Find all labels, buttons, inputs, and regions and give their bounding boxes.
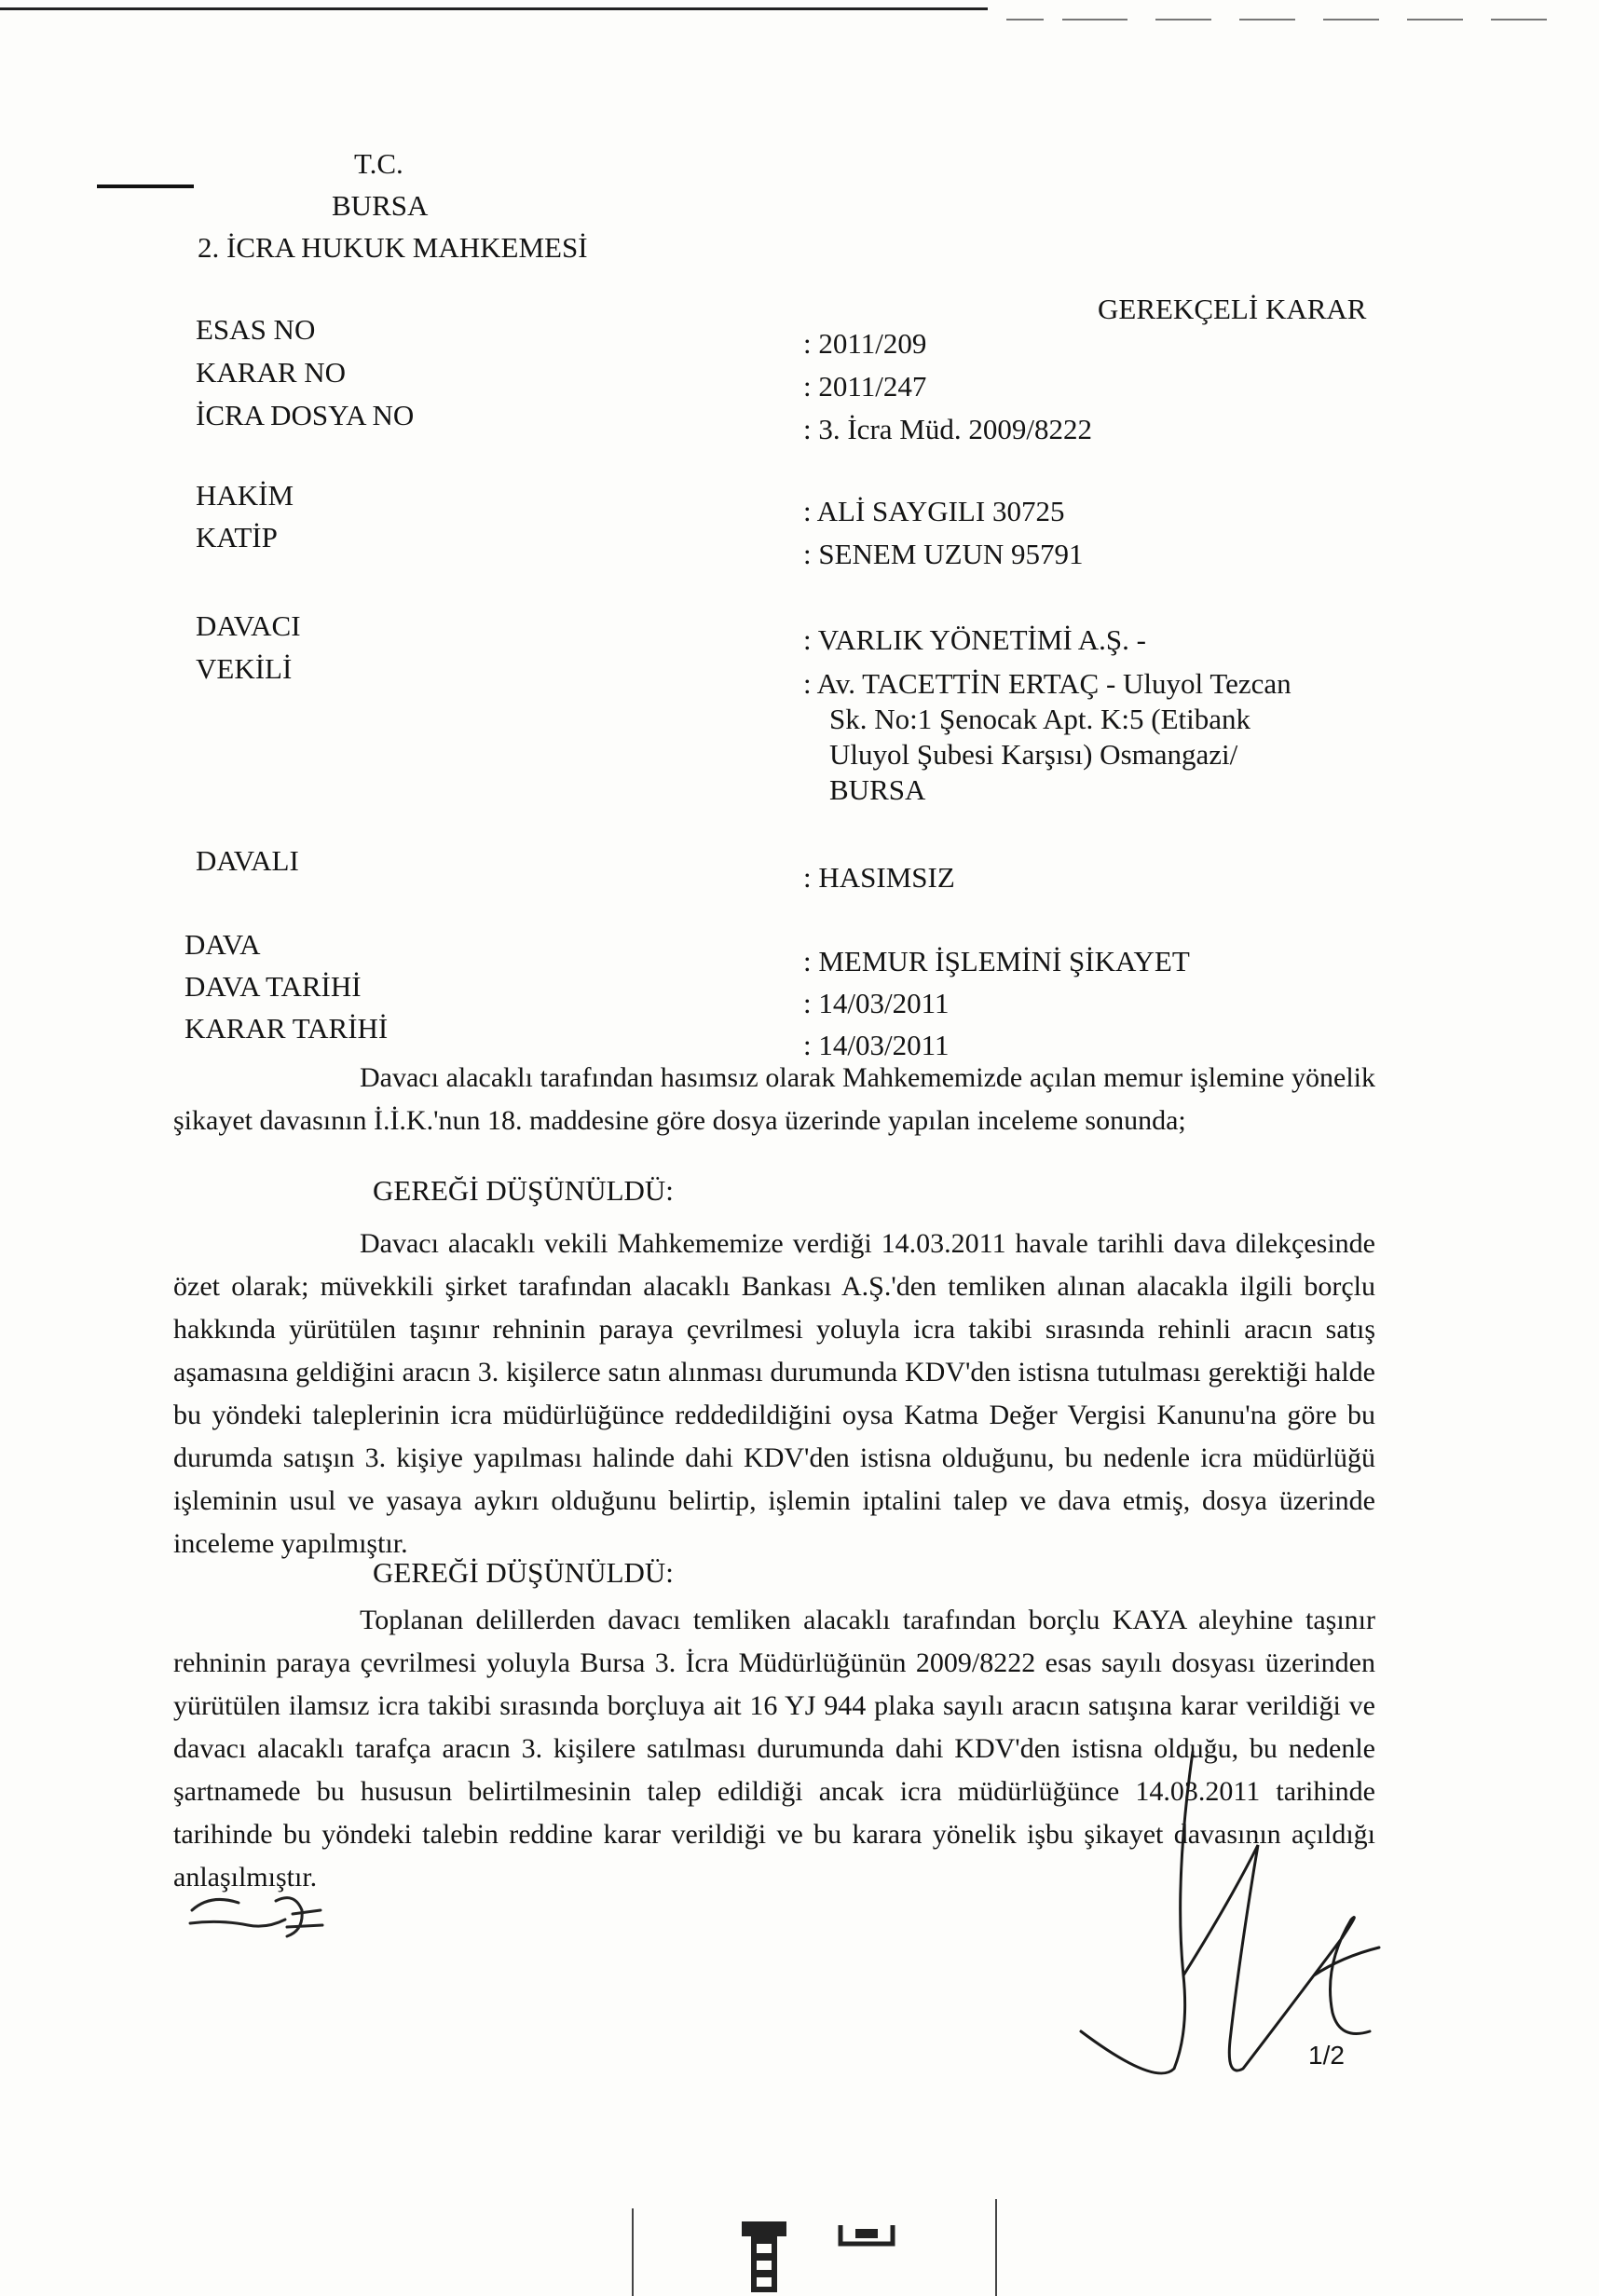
- dash-line: [1062, 19, 1128, 20]
- top-border-line: [0, 7, 988, 10]
- dava-tarihi-value: : 14/03/2011: [803, 987, 950, 1019]
- katip-label: KATİP: [196, 521, 278, 554]
- paragraph-1: Davacı alacaklı vekili Mahkememize verdiği 14.03.2011 havale tarihli dava dilekçesinde özet olarak; müvekkili şirket tarafından alacaklı Bankası A.Ş.'den temliken alınan alacakla ilgili borçlu hakkında yürütülen taşınır rehninin paraya çevrilmesi yoluyla icra takibi sırasında rehinli aracın satış aşamasına geldiğini aracın 3. kişilerce satın alınması durumunda KDV'den istisna tutulması gerektiği halde bu yöndeki taleplerinin icra müdürlüğünce reddedildiğini oysa Katma Değer Vergisi Kanunu'na göre bu durumda satışın 3. kişiye yapılması halinde dahi KDV'den istisna olduğunu, bu nedenle icra müdürlüğü işleminin usul ve yasaya aykırı olduğunu belirtip, işlemin iptalini talep ve dava etmiş, dosya üzerinde inceleme yapılmıştır.: [173, 1228, 1375, 1559]
- document-type: GEREKÇELİ KARAR: [1098, 293, 1367, 325]
- karar-tarihi-value: : 14/03/2011: [803, 1029, 950, 1061]
- dash-line: [1323, 19, 1379, 20]
- scan-edge-line: [995, 2199, 997, 2296]
- court-name: 2. İCRA HUKUK MAHKEMESİ: [198, 231, 588, 264]
- heading-gereği-1: GEREĞİ DÜŞÜNÜLDÜ:: [373, 1174, 674, 1207]
- karar-value: : 2011/247: [803, 370, 927, 403]
- binding-clip-icon: [837, 2221, 896, 2248]
- vekil-line-1: : Av. TACETTİN ERTAÇ - Uluyol Tezcan: [803, 667, 1292, 700]
- icra-value: : 3. İcra Müd. 2009/8222: [803, 413, 1092, 445]
- margin-mark: [97, 184, 194, 188]
- vekil-line-3: Uluyol Şubesi Karşısı) Osmangazi/: [829, 738, 1238, 771]
- dash-line: [1407, 19, 1463, 20]
- hakim-label: HAKİM: [196, 479, 294, 512]
- dava-value: : MEMUR İŞLEMİNİ ŞİKAYET: [803, 945, 1190, 977]
- karar-label: KARAR NO: [196, 356, 347, 389]
- vekil-line-2: Sk. No:1 Şenocak Apt. K:5 (Etibank: [829, 703, 1251, 735]
- karar-tarihi-label: KARAR TARİHİ: [184, 1012, 389, 1045]
- vekil-line-4: BURSA: [829, 773, 926, 806]
- paragraph-2: Toplanan delillerden davacı temliken alacaklı tarafından borçlu KAYA aleyhine taşınır rehninin paraya çevrilmesi yoluyla Bursa 3. İcra Müdürlüğünün 2009/8222 esas sayılı dosyası üzerinden yürütülen ilamsız icra takibi sırasında borçluya ait 16 YJ 944 plaka sayılı aracın satışına karar verildiği ve davacı alacaklı tarafça aracın 3. kişilere satılması durumunda dahi KDV'den istisna olduğu, bu nedenle şartnamede bu hususun belirtilmesinin talep edildiği ancak icra müdürlüğünce 14.03.2011 tarihinde tarihinde bu yöndeki talebin reddine karar verildiği ve bu karara yönelik işbu şikayet davasının açıldığı anlaşılmıştır.: [173, 1605, 1375, 1893]
- binding-clip-icon: [736, 2218, 792, 2296]
- esas-value: : 2011/209: [803, 327, 927, 360]
- katip-value: : SENEM UZUN 95791: [803, 538, 1084, 570]
- davali-value: : HASIMSIZ: [803, 861, 955, 894]
- davaci-label: DAVACI: [196, 609, 301, 642]
- icra-label: İCRA DOSYA NO: [196, 399, 415, 431]
- dash-line: [1006, 19, 1044, 20]
- court-city: BURSA: [332, 189, 429, 222]
- scan-edge-line: [632, 2208, 634, 2296]
- intro-paragraph: Davacı alacaklı tarafından hasımsız olarak Mahkememizde açılan memur işlemine yönelik şikayet davasının İ.İ.K.'nun 18. maddesine göre dosya üzerinde yapılan inceleme sonunda;: [173, 1062, 1375, 1136]
- judge-signature: [1044, 1733, 1416, 2125]
- initials-signature: [183, 1882, 341, 1948]
- dash-line: [1239, 19, 1295, 20]
- dash-line: [1491, 19, 1547, 20]
- dava-label: DAVA: [184, 928, 261, 961]
- hakim-value: : ALİ SAYGILI 30725: [803, 495, 1065, 527]
- vekil-label: VEKİLİ: [196, 652, 293, 685]
- dash-line: [1155, 19, 1211, 20]
- page-marker: 1/2: [1308, 2041, 1345, 2070]
- dava-tarihi-label: DAVA TARİHİ: [184, 970, 362, 1003]
- esas-label: ESAS NO: [196, 313, 316, 346]
- davaci-value: : VARLIK YÖNETİMİ A.Ş. -: [803, 623, 1146, 656]
- heading-gereği-2: GEREĞİ DÜŞÜNÜLDÜ:: [373, 1556, 674, 1589]
- court-country: T.C.: [354, 147, 403, 180]
- davali-label: DAVALI: [196, 844, 299, 877]
